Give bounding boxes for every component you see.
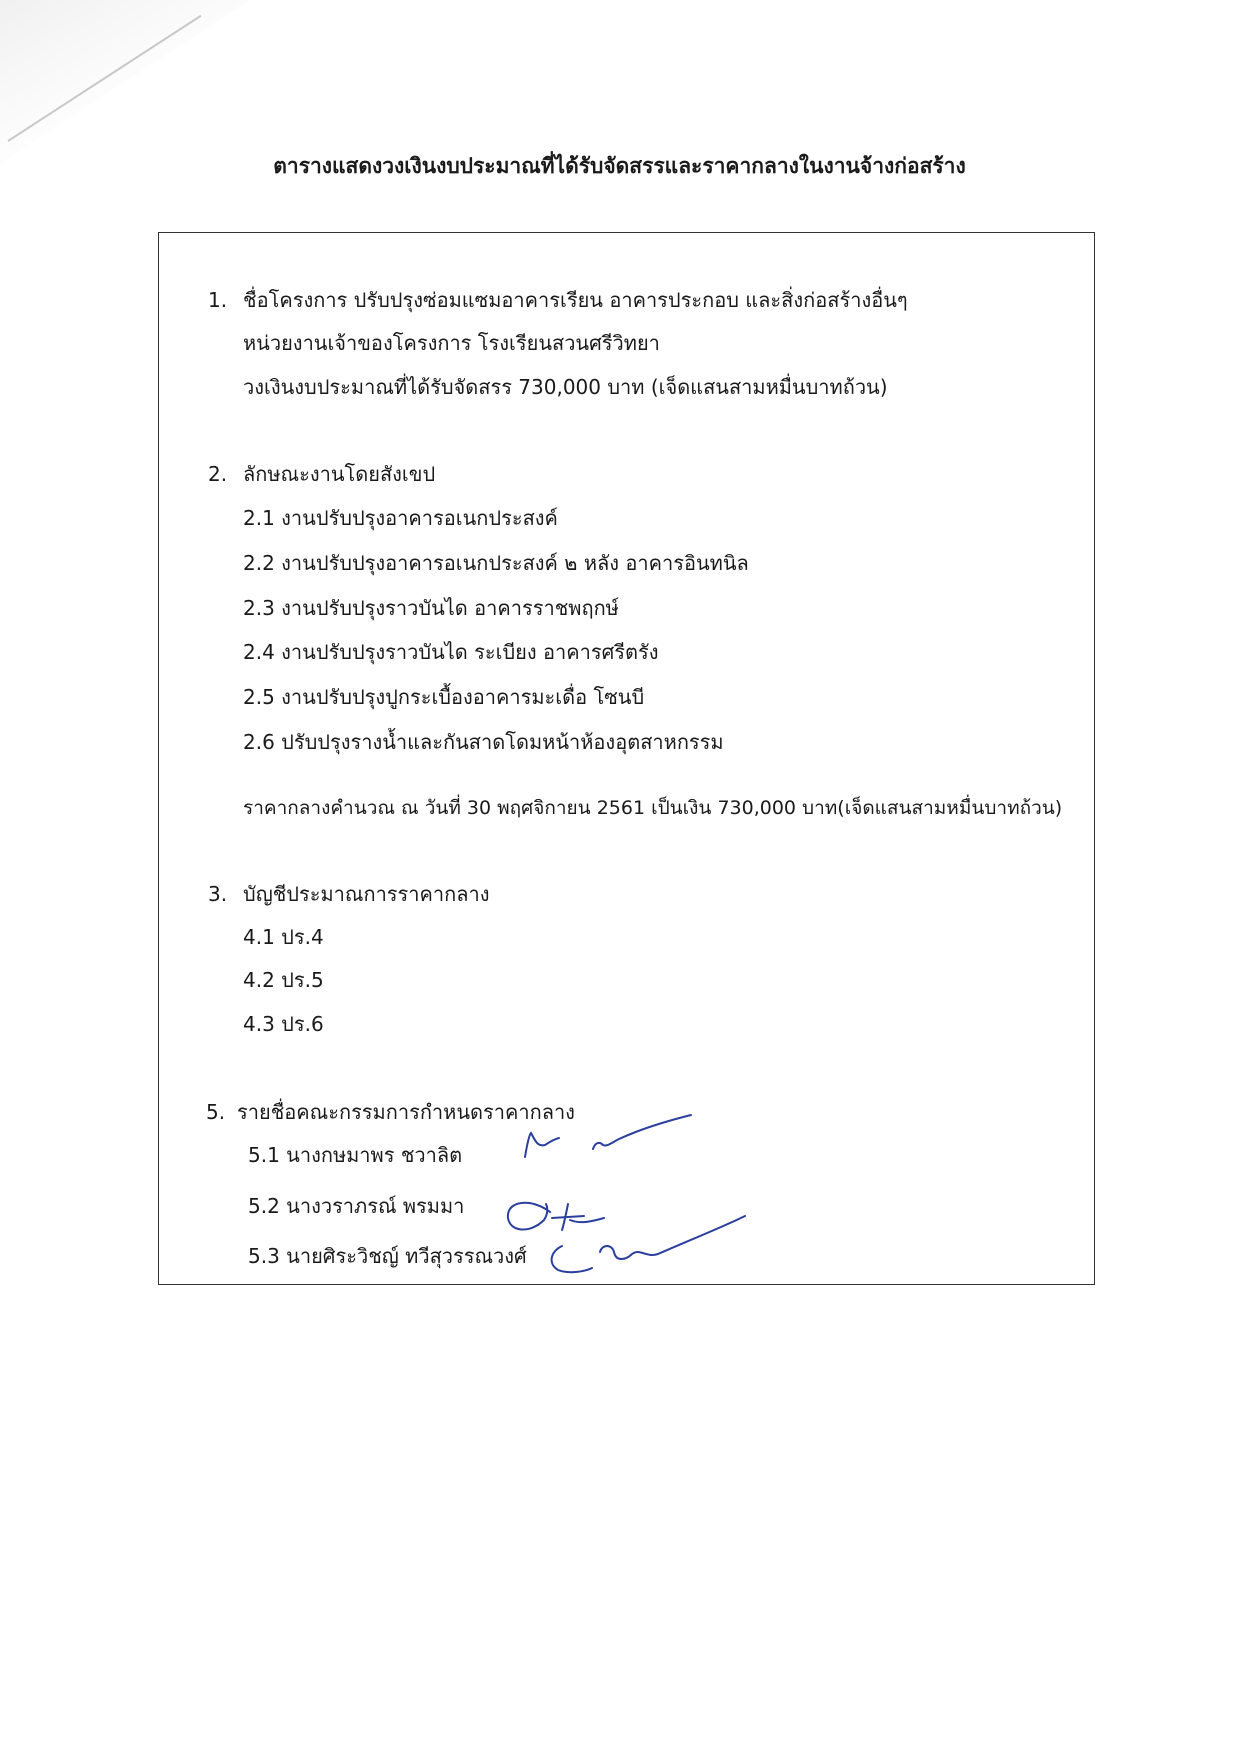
section3-item: 4.1 ปร.4	[243, 925, 324, 949]
section1-project-name: ชื่อโครงการ ปรับปรุงซ่อมแซมอาคารเรียน อาคารประกอบ และสิ่งก่อสร้างอื่นๆ	[243, 288, 908, 312]
section2-item: 2.5 งานปรับปรุงปูกระเบื้องอาคารมะเดื่อ โซนบี	[243, 685, 645, 709]
section2-heading: ลักษณะงานโดยสังเขป	[243, 462, 436, 486]
section5-number: 5.	[206, 1100, 226, 1124]
section2-item: 2.4 งานปรับปรุงราวบันได ระเบียง อาคารศรีตรัง	[243, 640, 659, 664]
committee-member: 5.3 นายศิระวิชญ์ ทวีสุวรรณวงศ์	[248, 1244, 527, 1268]
committee-member: 5.1 นางกษมาพร ชวาลิต	[248, 1143, 463, 1167]
signature-3-icon	[540, 1200, 750, 1280]
section2-number: 2.	[208, 462, 228, 486]
section1-owner-unit: หน่วยงานเจ้าของโครงการ โรงเรียนสวนศรีวิทยา	[243, 331, 660, 355]
document-title: ตารางแสดงวงเงินงบประมาณที่ได้รับจัดสรรและราคากลางในงานจ้างก่อสร้าง	[273, 154, 966, 178]
section3-item: 4.3 ปร.6	[243, 1012, 324, 1036]
section2-item: 2.6 ปรับปรุงรางน้ำและกันสาดโดมหน้าห้องอุตสาหกรรม	[243, 730, 724, 754]
section2-item: 2.3 งานปรับปรุงราวบันได อาคารราชพฤกษ์	[243, 596, 619, 620]
section3-heading: บัญชีประมาณการราคากลาง	[243, 882, 490, 906]
section2-median-price: ราคากลางคำนวณ ณ วันที่ 30 พฤศจิกายน 2561 เป็นเงิน 730,000 บาท(เจ็ดแสนสามหมื่นบาทถ้วน)	[243, 797, 1063, 819]
signature-1-icon	[515, 1105, 695, 1165]
section3-number: 3.	[208, 882, 228, 906]
section5-heading: รายชื่อคณะกรรมการกำหนดราคากลาง	[237, 1100, 575, 1124]
committee-member: 5.2 นางวราภรณ์ พรมมา	[248, 1194, 465, 1218]
section1-number: 1.	[208, 288, 228, 312]
page-fold-shadow	[0, 0, 250, 170]
section2-item: 2.2 งานปรับปรุงอาคารอเนกประสงค์ ๒ หลัง อาคารอินทนิล	[243, 551, 749, 575]
section3-item: 4.2 ปร.5	[243, 968, 324, 992]
section1-budget: วงเงินงบประมาณที่ได้รับจัดสรร 730,000 บาท (เจ็ดแสนสามหมื่นบาทถ้วน)	[243, 375, 888, 399]
section2-item: 2.1 งานปรับปรุงอาคารอเนกประสงค์	[243, 506, 558, 530]
